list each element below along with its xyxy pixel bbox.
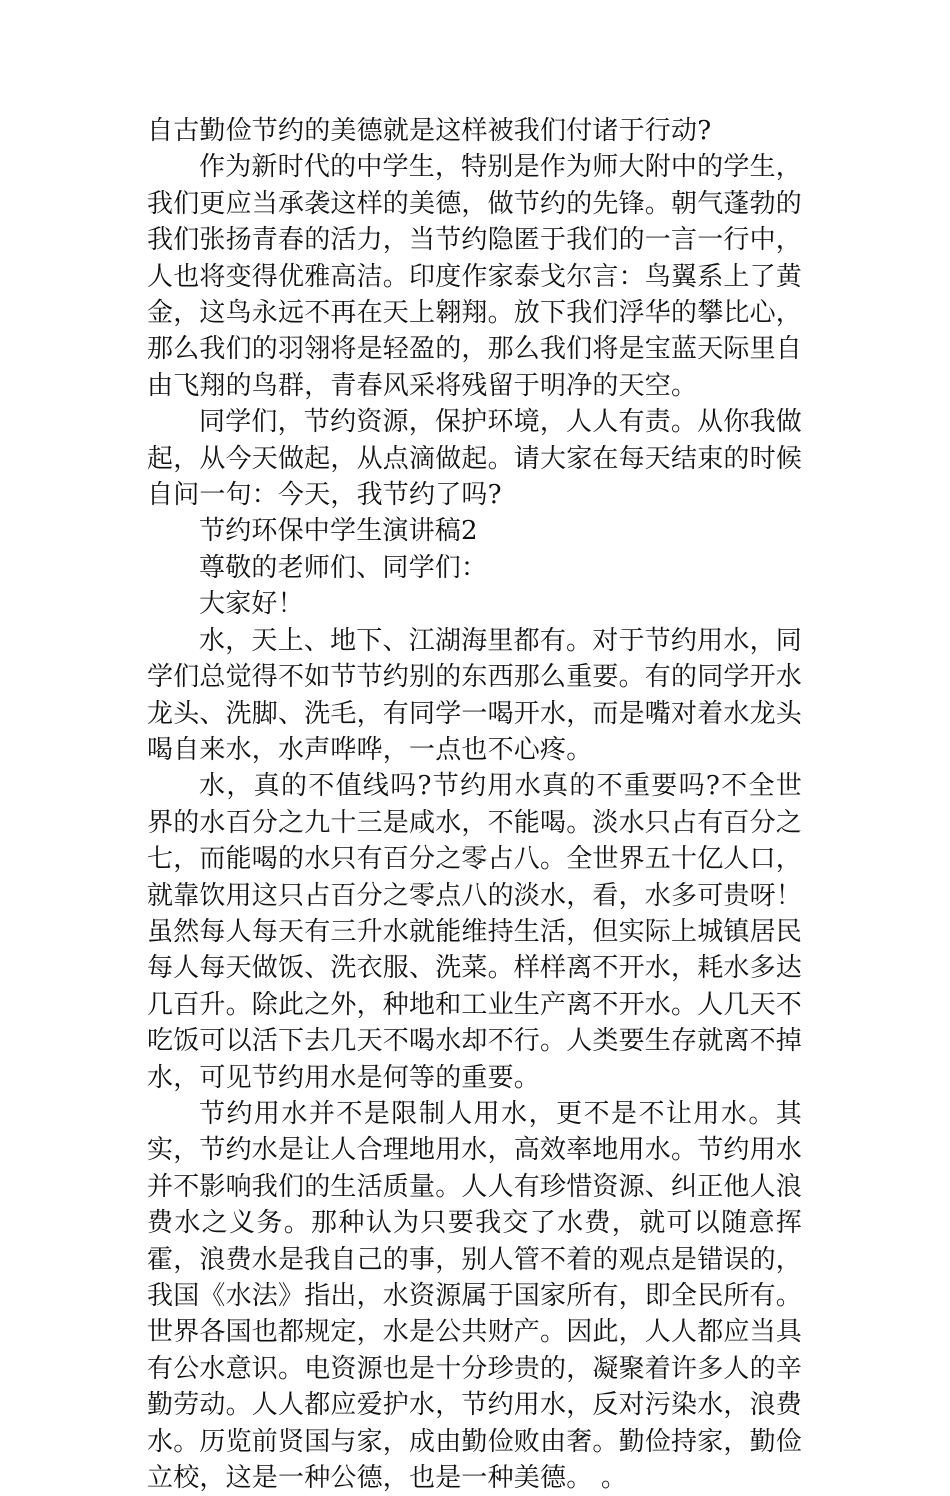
section-heading: 节约环保中学生演讲稿2 bbox=[199, 516, 478, 547]
paragraph-8: 水，真的不值线吗?节约用水真的不重要吗?不全世界的水百分之九十三是咸水，不能喝。淡水只占有百分之七，而能喝的水只有百分之零占八。全世界五十亿人口，就靠饮用这只占百分之零点八的淡水，看，水多可贵呀！虽然每人每天有三升水就能维持生活，但实际上城镇居民每人每天做饭、洗衣服、洗菜。样样离不开水，耗水多达几百升。除此之外，种地和工业生产离不开水。人几天不吃饭可以活下去几天不喝水却不行。人类要生存就离不掉水，可见节约用水是何等的重要。 bbox=[147, 771, 803, 1093]
paragraph-1: 自古勤俭节约的美德就是这样被我们付诸于行动? bbox=[147, 116, 712, 146]
paragraph-7: 水，天上、地下、江湖海里都有。对于节约用水，同学们总觉得不如节节约别的东西那么重要。有的同学开水龙头、洗脚、洗毛，有同学一喝开水，而是嘴对着水龙头喝自来水，水声哗哗，一点也不心疼。 bbox=[147, 625, 803, 765]
document-body bbox=[147, 113, 802, 1496]
paragraph-9: 节约用水并不是限制人用水，更不是不让用水。其实，节约水是让人合理地用水，高效率地用水。节约用水并不影响我们的生活质量。人人有珍惜资源、纠正他人浪费水之义务。那种认为只要我交了水费，就可以随意挥霍，浪费水是我自己的事，别人管不着的观点是错误的，我国《水法》指出，水资源属于国家所有，即全民所有。世界各国也都规定，水是公共财产。因此，人人都应当具有公水意识。电资源也是十分珍贵的，凝聚着许多人的辛勤劳动。人人都应爱护水，节约用水，反对污染水，浪费水。历览前贤国与家，成由勤俭败由奢。勤俭持家，勤俭立校，这是一种公德，也是一种美德。 。 bbox=[147, 1098, 803, 1494]
greeting: 大家好！ bbox=[199, 589, 304, 620]
paragraph-2: 作为新时代的中学生，特别是作为师大附中的学生，我们更应当承袭这样的美德，做节约的先锋。朝气蓬勃的我们张扬青春的活力，当节约隐匿于我们的一言一行中，人也将变得优雅高洁。印度作家泰戈尔言：鸟翼系上了黄金，这鸟永远不再在天上翱翔。放下我们浮华的攀比心，那么我们的羽翎将是轻盈的，那么我们将是宝蓝天际里自由飞翔的鸟群，青春风采将残留于明净的天空。 bbox=[147, 152, 803, 401]
salutation: 尊敬的老师们、同学们： bbox=[199, 552, 488, 583]
paragraph-3: 同学们，节约资源，保护环境，人人有责。从你我做起，从今天做起，从点滴做起。请大家在每天结束的时候自问一句：今天，我节约了吗? bbox=[147, 407, 803, 511]
